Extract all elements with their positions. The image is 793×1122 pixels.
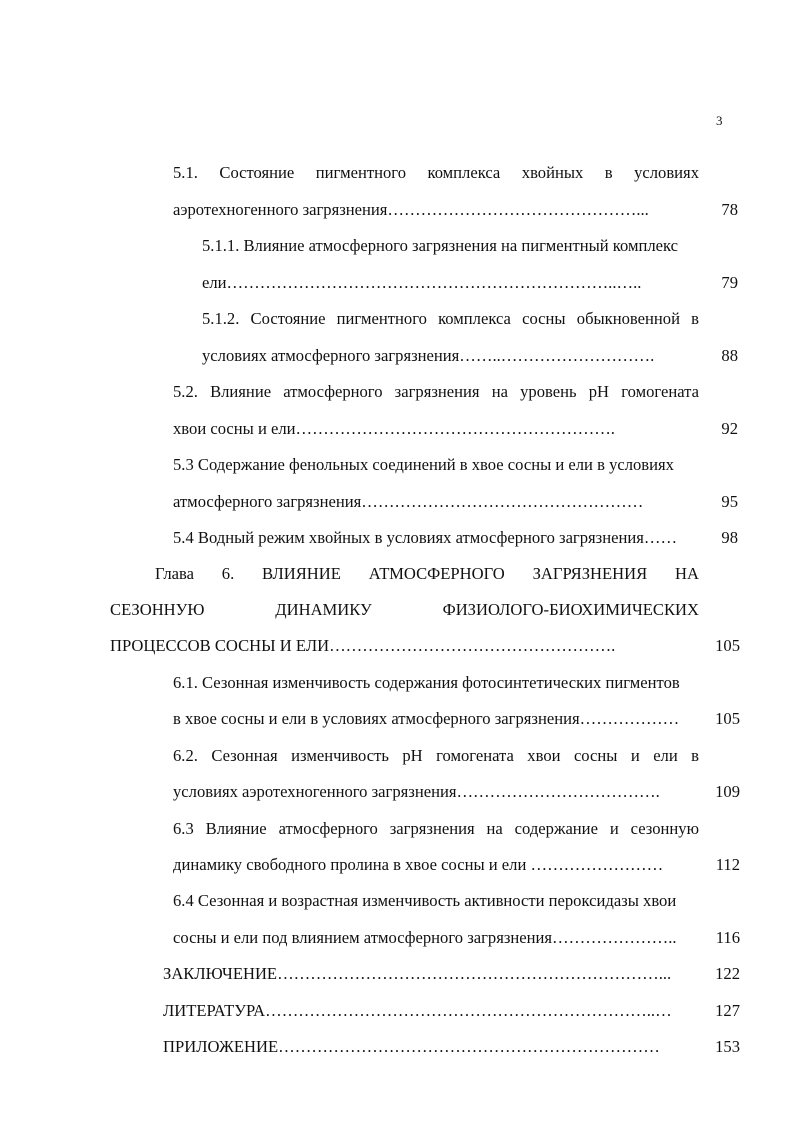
toc-entry-6-3-line1: 6.3 Влияние атмосферного загрязнения на содержание и сезонную <box>173 819 699 838</box>
toc-entry-5-3-line1: 5.3 Содержание фенольных соединений в хвое сосны и ели в условиях <box>173 455 674 474</box>
toc-chapter-6-line3: ПРОЦЕССОВ СОСНЫ И ЕЛИ……………………………………………. <box>110 636 616 655</box>
toc-entry-6-1-line2: в хвое сосны и ели в условиях атмосферного загрязнения……………… <box>173 709 680 728</box>
toc-entry-5-4-page: 98 <box>721 528 738 547</box>
toc-entry-5-1-2-page: 88 <box>721 346 738 365</box>
toc-entry-6-1-line1: 6.1. Сезонная изменчивость содержания фотосинтетических пигментов <box>173 673 680 692</box>
toc-appendix-page: 153 <box>715 1037 740 1056</box>
toc-appendix: ПРИЛОЖЕНИЕ…………………………………………………………… <box>163 1037 660 1056</box>
toc-entry-5-1-1-line1: 5.1.1. Влияние атмосферного загрязнения на пигментный комплекс <box>202 236 679 255</box>
toc-entry-6-3-page: 112 <box>715 855 740 874</box>
toc-entry-5-1-1-page: 79 <box>721 273 738 292</box>
toc-entry-5-1-1-line2: ели……………………………………………………………..….. <box>202 273 642 292</box>
toc-entry-6-1-page: 105 <box>715 709 740 728</box>
toc-entry-6-4-line1: 6.4 Сезонная и возрастная изменчивость активности пероксидазы хвои <box>173 891 677 910</box>
toc-entry-6-2-line1: 6.2. Сезонная изменчивость pH гомогената хвои сосны и ели в <box>173 746 699 765</box>
toc-literature: ЛИТЕРАТУРА……………………………………………………………..… <box>163 1001 672 1020</box>
toc-entry-5-3-line2: атмосферного загрязнения…………………………………………… <box>173 492 644 511</box>
toc-entry-5-1-2-line1: 5.1.2. Состояние пигментного комплекса сосны обыкновенной в <box>202 309 699 328</box>
toc-entry-5-1-2-line2: условиях атмосферного загрязнения……..………………………. <box>202 346 655 365</box>
toc-entry-5-2-line1: 5.2. Влияние атмосферного загрязнения на уровень pH гомогената <box>173 382 699 401</box>
toc-conclusion-page: 122 <box>715 964 740 983</box>
toc-entry-6-2-line2: условиях аэротехногенного загрязнения………………………………. <box>173 782 660 801</box>
page-number: 3 <box>716 113 723 128</box>
toc-entry-5-3-page: 95 <box>721 492 738 511</box>
toc-entry-5-2-line2: хвои сосны и ели…………………………………………………. <box>173 419 615 438</box>
toc-literature-page: 127 <box>715 1001 740 1020</box>
toc-entry-6-4-page: 116 <box>715 928 740 947</box>
toc-entry-5-1-page: 78 <box>721 200 738 219</box>
toc-entry-6-2-page: 109 <box>715 782 740 801</box>
toc-entry-6-3-line2: динамику свободного пролина в хвое сосны и ели …………………… <box>173 855 664 874</box>
toc-chapter-6-page: 105 <box>715 636 740 655</box>
toc-entry-5-2-page: 92 <box>721 419 738 438</box>
toc-entry-5-1-line1: 5.1. Состояние пигментного комплекса хвойных в условиях <box>173 163 699 182</box>
toc-chapter-6-line1: Глава 6. ВЛИЯНИЕ АТМОСФЕРНОГО ЗАГРЯЗНЕНИЯ НА <box>155 564 699 583</box>
toc-chapter-6-line2: СЕЗОННУЮ ДИНАМИКУ ФИЗИОЛОГО-БИОХИМИЧЕСКИХ <box>110 600 699 619</box>
toc-entry-5-1-line2: аэротехногенного загрязнения………………………………………... <box>173 200 649 219</box>
toc-entry-6-4-line2: сосны и ели под влиянием атмосферного загрязнения………………….. <box>173 928 677 947</box>
toc-conclusion: ЗАКЛЮЧЕНИЕ……………………………………………………………... <box>163 964 672 983</box>
toc-entry-5-4-line1: 5.4 Водный режим хвойных в условиях атмосферного загрязнения…… <box>173 528 678 547</box>
